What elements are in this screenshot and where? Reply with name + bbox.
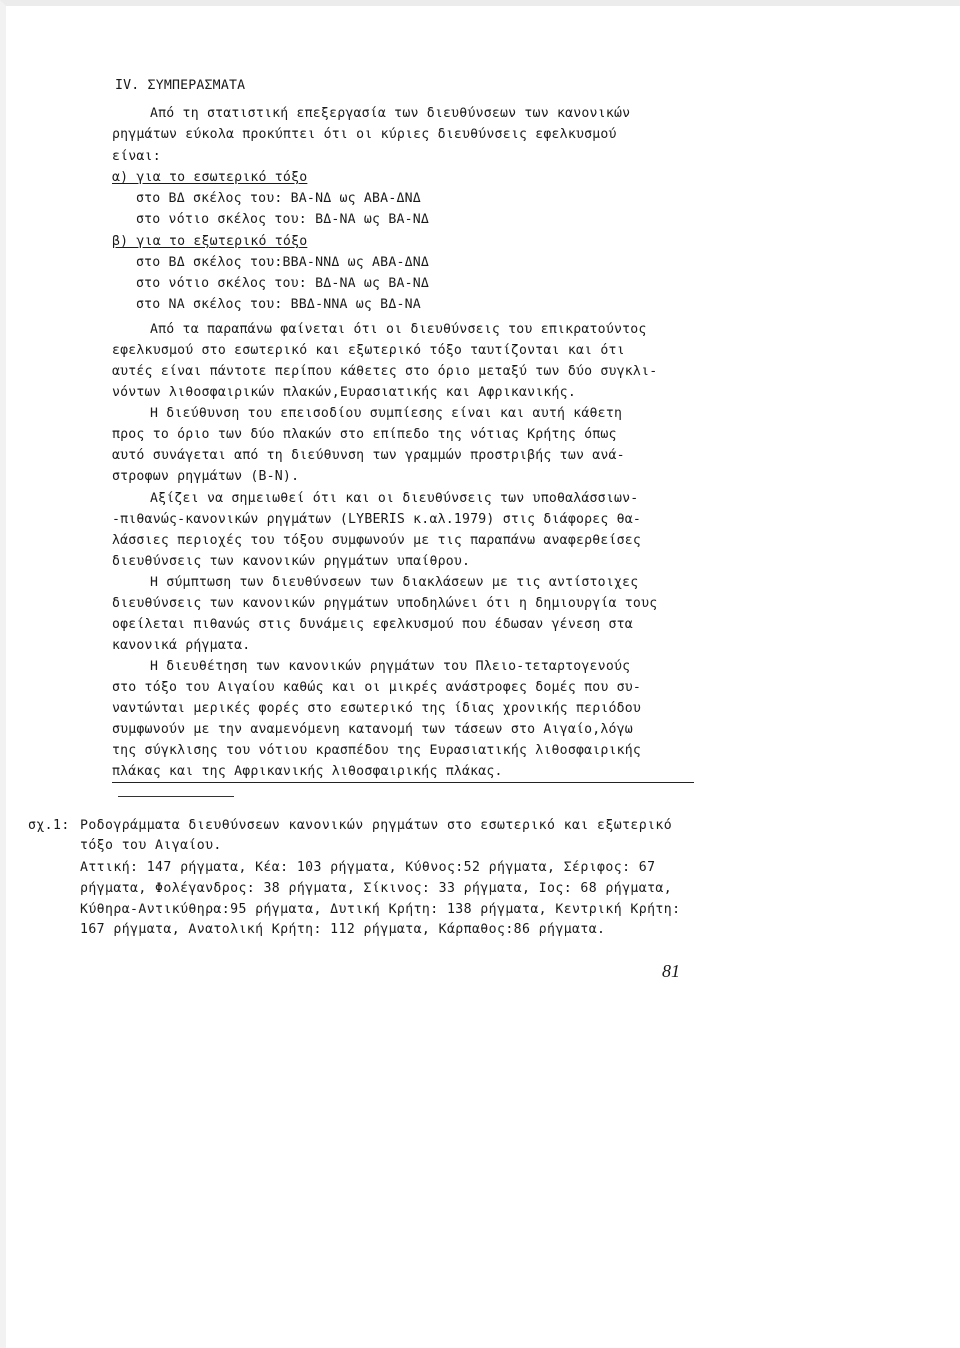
list-b-item-3: στο ΝΑ σκέλος του: ΒΒΔ-ΝΝΑ ως ΒΔ-ΝΑ: [136, 297, 421, 312]
paragraph-4-line-4: κανονικά ρήγματα.: [112, 638, 251, 653]
paragraph-5-line-3: ναντώνται μερικές φορές στο εσωτερικό της ίδιας χρονικής περιόδου: [112, 701, 642, 716]
paragraph-3-line-3: λάσσιες περιοχές του τόξου συμφωνούν με τις παραπάνω αναφερθείσες: [112, 533, 642, 548]
paragraph-2-line-4: στροφων ρηγμάτων (B-N).: [112, 469, 300, 484]
paragraph-2-line-2: προς το όριο των δύο πλακών στο επίπεδο της νότιας Κρήτης όπως: [112, 427, 617, 442]
caption-line-1: Ροδογράμματα διευθύνσεων κανονικών ρηγμάτων στο εσωτερικό και εξωτερικό: [80, 818, 673, 833]
intro-line-1: Από τη στατιστική επεξεργασία των διευθύνσεων των κανονικών: [150, 106, 631, 121]
list-b-item-1: στο ΒΔ σκέλος του:ΒΒΑ-ΝΝΔ ως ΑΒΑ-ΔΝΔ: [136, 255, 430, 270]
paragraph-5-line-4: συμφωνούν με την αναμενόμενη κατανομή των τάσεων στο Αιγαίο,λόγω: [112, 722, 633, 737]
list-a-item-2: στο νότιο σκέλος του: ΒΔ-ΝΑ ως ΒΑ-ΝΔ: [136, 212, 430, 227]
caption-label: σχ.1:: [28, 818, 70, 833]
section-heading: IV. ΣΥΜΠΕΡΑΣΜΑΤΑ: [115, 78, 246, 93]
paragraph-3-line-1: Αξίζει να σημειωθεί ότι και οι διευθύνσεις των υποθαλάσσιων-: [150, 491, 639, 506]
caption-line-2: τόξο του Αιγαίου.: [80, 838, 222, 853]
paragraph-1-line-1: Από τα παραπάνω φαίνεται ότι οι διευθύνσεις του επικρατούντος: [150, 322, 647, 337]
paragraph-4-line-2: διευθύνσεις των κανονικών ρηγμάτων υποδηλώνει ότι η δημιουργία τους: [112, 596, 658, 611]
paragraph-2-line-1: Η διεύθυνση του επεισοδίου συμπίεσης είναι και αυτή κάθετη: [150, 406, 623, 421]
paragraph-5-line-1: Η διευθέτηση των κανονικών ρηγμάτων του Πλειο-τεταρτογενούς: [150, 659, 631, 674]
paragraph-4-line-3: οφείλεται πιθανώς στις δυνάμεις εφελκυσμού που έδωσαν γένεση στα: [112, 617, 633, 632]
list-a-label: α) για το εσωτερικό τόξο: [112, 170, 308, 185]
paragraph-5-line-5: της σύγκλισης του νότιου κρασπέδου της Ευρασιατικής λιθοσφαιρικής: [112, 743, 642, 758]
intro-line-2: ρηγμάτων εύκολα προκύπτει ότι οι κύριες διευθύνσεις εφελκυσμού: [112, 127, 617, 142]
paragraph-1-line-4: νόντων λιθοσφαιρικών πλακών,Ευρασιατικής και Αφρικανικής.: [112, 385, 576, 400]
paragraph-2-line-3: αυτό συνάγεται από τη διεύθυνση των γραμμών προστριβής των ανά-: [112, 448, 625, 463]
paragraph-4-line-1: Η σύμπτωση των διευθύνσεων των διακλάσεων με τις αντίστοιχες: [150, 575, 639, 590]
paragraph-3-line-2: -πιθανώς-κανονικών ρηγμάτων (LYBERIS κ.αλ.1979) στις διάφορες θα-: [112, 512, 642, 527]
caption-line-5: Κύθηρα-Αντικύθηρα:95 ρήγματα, Δυτική Κρήτη: 138 ρήγματα, Κεντρική Κρήτη:: [80, 902, 681, 917]
paragraph-5-line-2: στο τόξο του Αιγαίου καθώς και οι μικρές ανάστροφες δομές που συ-: [112, 680, 642, 695]
caption-line-6: 167 ρήγματα, Ανατολική Κρήτη: 112 ρήγματα, Κάρπαθος:86 ρήγματα.: [80, 922, 606, 937]
list-a-item-1: στο ΒΔ σκέλος του: ΒΑ-ΝΔ ως ΑΒΑ-ΔΝΔ: [136, 191, 421, 206]
list-b-label: β) για το εξωτερικό τόξο: [112, 234, 308, 249]
paragraph-3-line-4: διευθύνσεις των κανονικών ρηγμάτων υπαίθρου.: [112, 554, 471, 569]
intro-line-3: είναι:: [112, 149, 161, 164]
paragraph-1-line-2: εφελκυσμού στο εσωτερικό και εξωτερικό τόξο ταυτίζονται και ότι: [112, 343, 625, 358]
caption-line-3: Αττική: 147 ρήγματα, Κέα: 103 ρήγματα, Κύθνος:52 ρήγματα, Σέριφος: 67: [80, 860, 656, 875]
list-b-item-2: στο νότιο σκέλος του: ΒΔ-ΝΑ ως ΒΑ-ΝΔ: [136, 276, 430, 291]
paragraph-1-line-3: αυτές είναι πάντοτε περίπου κάθετες στο όριο μεταξύ των δύο συγκλι-: [112, 364, 658, 379]
caption-separator-rule: [112, 782, 694, 783]
paragraph-5-line-6: πλάκας και της Αφρικανικής λιθοσφαιρικής πλάκας.: [112, 764, 503, 779]
caption-line-4: ρήγματα, Φολέγανδρος: 38 ρήγματα, Σίκινος: 33 ρήγματα, Ιος: 68 ρήγματα,: [80, 881, 673, 896]
caption-short-rule: [118, 796, 234, 797]
page-number: 81: [662, 961, 680, 981]
